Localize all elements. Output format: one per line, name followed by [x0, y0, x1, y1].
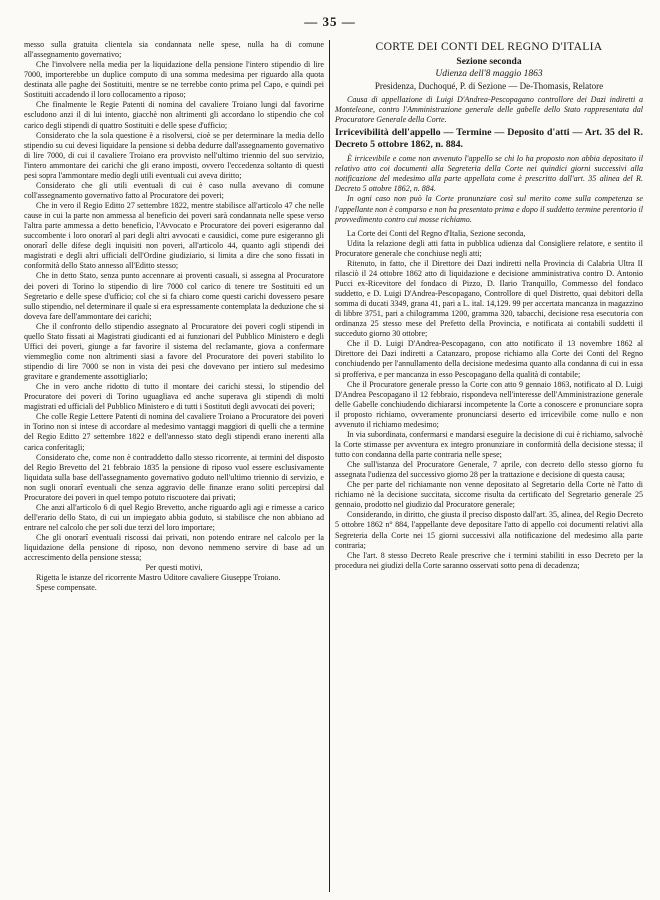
paragraph: Che anzi all'articolo 6 di quel Regio Brevetto, anche riguardo agli agi e rimesse a carico dell'erario dello Stato, di cui un impiegato abbia goduto, si stabilisce che non abbiano ad entrare nel calcolo che per soli due terzi del loro importare; — [24, 502, 324, 532]
ruling: Rigetta le istanze del ricorrente Mastro Uditore cavaliere Giuseppe Troiano. — [36, 573, 281, 583]
legal-maxim: In ogni caso non può la Corte pronunziare così sul merito come sulla competenza se l'appellante non è comparso e non ha presentato prima e dopo il suddetto termine perentorio il provvedimento contro cui mosse richiamo. — [335, 194, 643, 224]
paragraph: Che in vero il Regio Editto 27 settembre 1822, mentre stabilisce all'articolo 47 che nelle cause in cui la parte non ammessa al beneficio dei poveri sarà condannata nelle spese verso l'altra parte ammessa a detto beneficio, l'Avvocato e Procuratore dei poveri esigeranno dal succombente i loro onorarî al pari degli altri avvocati e causidici, come pure esigeranno gli onorarî delle difese degli inquisiti non poveri, all'articolo 44, quanto agli stipendi dei magistrati e degli altri ufficiali dell'Ordine giudiziario, si limita a dire che sono fissati in conformità dello Stato annesso all'Editto stesso; — [24, 201, 324, 271]
paragraph: Che il D. Luigi D'Andrea-Pescopagano, con atto notificato il 13 novembre 1862 al Direttore dei Dazi indiretti a Catanzaro, propose richiamo alla Corte dei Conti del Regno conchiudendo per l'annullamento della decisione medesima quanto alla condanna di cui in essa si profferiva, e per mancanza in esso Pescopagano della qualità di contabile; — [335, 339, 643, 379]
paragraph: Considerato che la sola questione è a risolversi, cioè se per determinare la media dello stipendio su cui devesi liquidare la pensione si debba dedurre dall'assegnamento governativo di lire 7000, di cui il cavaliere Troiano era provvisto nell'ultimo triennio del suo servizio, l'intero ammontare dei carichi che gli erano imposti, ovvero l'eccedenza soltanto di questi pesi sopra l'ammontare medio degli utili eventuali cui aveva diritto; — [24, 130, 324, 180]
paragraph: Che il confronto dello stipendio assegnato al Procuratore dei poveri cogli stipendi in quello Stato fissati ai Magistrati giudicanti ed ai funzionari del Pubblico Ministero e degli Uffici dei poveri, giunge a far favorire il sistema del reclamante, giova a confermare viemmeglio come non altrimenti siasi a favore del Procuratore dei poveri stabilito lo stipendio di lire 7000 se non in vista dei pesi che dovevano per intiero sul medesimo gravitare e grandemente assottigliarlo; — [24, 321, 324, 382]
paragraph: Che gli onorarî eventuali riscossi dai privati, non potendo entrare nel calcolo per la liquidazione della pensione di riposo, non devono nemmeno servire di base ad un accrescimento della pensione stessa; — [24, 533, 324, 563]
paragraph: La Corte dei Conti del Regno d'Italia, Sezione seconda, — [347, 228, 526, 238]
paragraph: Considerando, in diritto, che giusta il preciso disposto dall'art. 35, alinea, del Regio Decreto 5 ottobre 1862 n° 884, l'appellante deve depositare l'atto di appello coi documenti relativi alla Segreteria della Corte nei 15 giorni successivi alla notificazione del medesimo alla parte contraria; — [335, 510, 643, 550]
legal-maxim: È irricevibile e come non avvenuto l'appello se chi lo ha proposto non abbia depositato il relativo atto coi documenti alla Segreteria della Corte nei quindici giorni successivi alla notificazione del medesimo alla parte appellata come è prescritto dall'art. 35 alinea del R. Decreto 5 ottobre 1862, n. 884. — [335, 154, 643, 194]
paragraph: Considerato che, come non è contraddetto dallo stesso ricorrente, ai termini del disposto del Regio Brevetto del 21 febbraio 1835 la pensione di riposo vuol essere esclusivamente liquidata sulla base dell'assegnamento governativo goduto nell'ultimo triennio di servizio, e non sugli onorarî eventuali che senza aggravio delle finanze erano soliti percepirsi dal Procuratore dei poveri in quel tempo potuto riscuotere dai privati; — [24, 452, 324, 502]
paragraph: Che sull'istanza del Procuratore Generale, 7 aprile, con decreto dello stesso giorno fu assegnata l'udienza del successivo giorno 28 per la trattazione e decisione di questa causa; — [335, 460, 643, 480]
costs-ruling: Spese compensate. — [36, 583, 97, 593]
column-divider — [329, 40, 330, 892]
paragraph: Che l'art. 8 stesso Decreto Reale prescrive che i termini stabiliti in esso Decreto per la procedura nei giudizi della Corte saranno osservati sotto pena di decadenza; — [335, 550, 643, 570]
case-subject: Irricevibilità dell'appello — Termine — Deposito d'atti — Art. 35 del R. Decreto 5 ottobre 1862, n. 884. — [335, 127, 643, 151]
paragraph: Che finalmente le Regie Patenti di nomina del cavaliere Troiano lungi dal favorirne escludono anzi il di lui intento, giacchè non altrimenti gli accordano lo stipendio che col carico degli stipendi di quattro Sostituiti e delle spese d'ufficio; — [24, 100, 324, 130]
paragraph: Ritenuto, in fatto, che il Direttore dei Dazi indiretti nella Provincia di Calabria Ultra II rilasciò il 24 ottobre 1862 atto di liquidazione e decisione amministrativa contro D. Antonio Pucci ex-Ricevitore del fondaco di Pizzo, D. Ilario Tranquillo, Commesso del fondaco suddetto, e D. Luigi D'Andrea-Pescopagano, Controllore di quel Distretto, quai debitori della somma di ducati 3349, grana 41, pari a L. ital. 14,129. 99 per accertata mancanza in magazzino di libbre 3751, pari a chilogramma 1200, gramma 320, tabacchi, decisione resa esecutoria con ordinanza 25 stesso mese del Prefetto della Provincia, e notificata ai contabili suddetti il succeduto giorno 30 ottobre; — [335, 258, 643, 339]
page-number: — 35 — — [304, 14, 356, 29]
section-heading: Sezione seconda — [456, 57, 522, 67]
paragraph: messo sulla gratuita clientela sia condannata nelle spese, nulla ha di comune all'assegnamento governativo; — [24, 40, 324, 60]
court-title: CORTE DEI CONTI DEL REGNO D'ITALIA — [375, 40, 603, 53]
paragraph: Che colle Regie Lettere Patenti di nomina del cavaliere Troiano a Procuratore dei poveri in Torino non si intese di accordare al medesimo vantaggi maggiori di quelli che a termine del Regio Editto 27 settembre 1822 e dell'annesso stato degli stipendi erano inerenti alla carica conferitagli; — [24, 412, 324, 452]
hearing-date: Udienza dell'8 maggio 1863 — [435, 69, 543, 79]
motives-heading: Per questi motivi, — [145, 563, 203, 573]
paragraph: In via subordinata, confermarsi e mandarsi eseguire la decisione di cui è richiamo, salvochè la Corte stimasse per avventura ex integro pronunziare in conformità della decisione stessa; il tutto con condanna della parte contraria nelle spese; — [335, 429, 643, 459]
paragraph: Che per parte del richiamante non venne depositato al Segretario della Corte nè l'atto di richiamo nè la decisione succitata, siccome risulta da certificato del Segretario generale 25 gennaio, prodotto nel giudizio dal Procuratore generale; — [335, 480, 643, 510]
paragraph: Che l'involvere nella media per la liquidazione della pensione l'intero stipendio di lire 7000, importerebbe un duplice computo di una somma medesima per riguardo alla quota destinata alle paghe dei Sostituiti, mentre se ne terrebbe conto prima pel Capo, e quindi pei Sostituiti accadendo il loro collocamento a riposo; — [24, 60, 324, 100]
presidency-line: Presidenza, Duchoqué, P. di Sezione — De-Thomasis, Relatore — [374, 81, 604, 91]
paragraph: Che il Procuratore generale presso la Corte con atto 9 gennaio 1863, notificato al D. Luigi D'Andrea Pescopagano il 12 febbraio, rispondeva nell'interesse dell'Amministrazione generale delle Gabelle conchiudendo dichiararsi incompetente la Corte a conoscere e pronunciare sopra il proposto richiamo, ovveramente pronunciarsi deserto ed irricevibile come nullo e non avvenuto il richiamo medesimo; — [335, 379, 643, 429]
paragraph: Che in vero anche ridotto di tutto il montare dei carichi stessi, lo stipendio del Procuratore dei poveri di Torino uguagliava ed anche superava gli stipendi di molti magistrati ed ufficiali del Pubblico Ministero e di tutti i Sostituti degli avvocati dei poveri; — [24, 382, 324, 412]
paragraph: Considerato che gli utili eventuali di cui è caso nulla avevano di comune coll'assegnamento governativo fatto al Procuratore dei poveri; — [24, 180, 324, 200]
paragraph: Che in detto Stato, senza punto accennare ai proventi casuali, si assegna al Procuratore dei poveri di Torino lo stipendio di lire 7000 col carico di tenere tre Sostituiti ed un Segretario e delle spese d'ufficio; col che si fa chiaro come questi carichi dovessero pesare sullo stipendio, nel determinare il quale si era espressamente contemplata la deduzione che si doveva fare dell'ammontare dei carichi; — [24, 271, 324, 321]
case-description: Causa di appellazione di Luigi D'Andrea-Pescopagano controllore dei Dazi indiretti a Monteleone, contro l'Amministrazione generale delle gabelle dello Stato rappresentata dal Procuratore Generale della Corte. — [335, 95, 643, 125]
paragraph: Udita la relazione degli atti fatta in pubblica udienza dal Consigliere relatore, e sentito il Procuratore generale che conchiuse negli atti; — [335, 238, 643, 258]
left-column — [24, 40, 324, 593]
right-column — [335, 40, 643, 571]
